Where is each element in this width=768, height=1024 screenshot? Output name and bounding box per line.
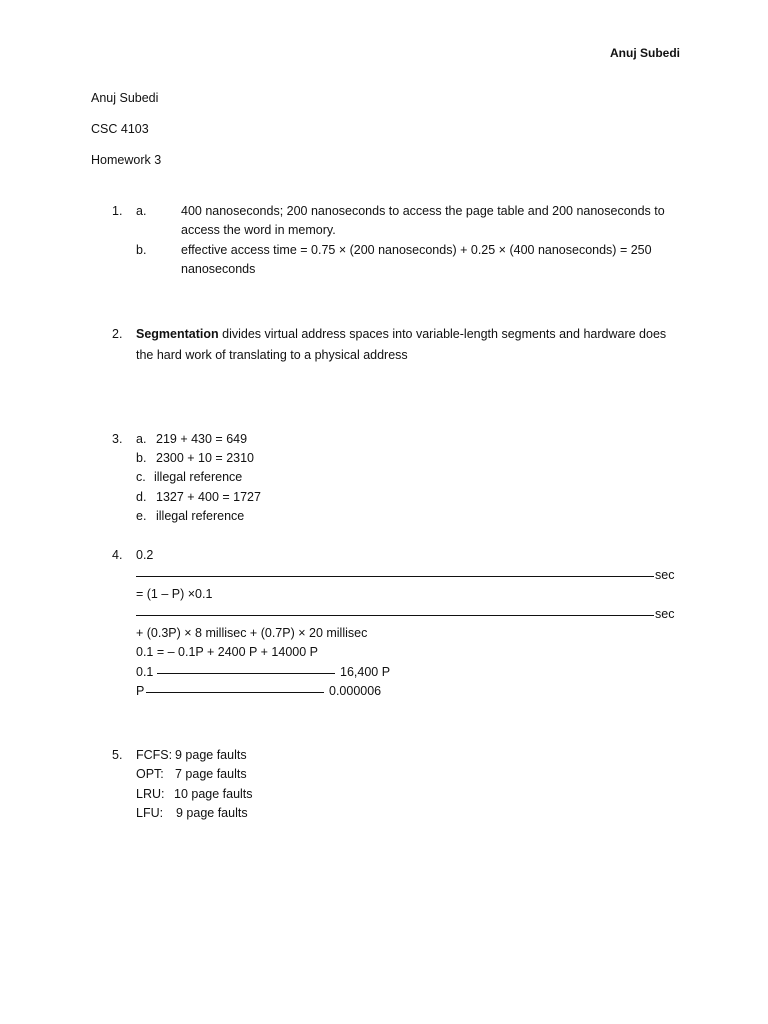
equation-line-6-left: P: [136, 684, 145, 698]
equation-line-6-right: 0.000006: [329, 684, 382, 698]
list-item-label: d.: [136, 490, 147, 504]
assignment-title: Homework 3: [91, 153, 162, 167]
list-item-label: b.: [136, 451, 147, 465]
list-item-label: c.: [136, 470, 146, 484]
equation-line-5-right: 16,400 P: [340, 665, 391, 679]
fraction-rule: [146, 692, 324, 693]
question-2-text-2: hardware does: [583, 327, 667, 341]
question-2-text-1: divides virtual address spaces into variable-length segments and: [218, 327, 584, 341]
list-item: 219 + 430 = 649: [156, 432, 248, 446]
equation-line-2: = (1 – P) ×0.1: [136, 587, 213, 601]
question-number: 5.: [112, 748, 123, 762]
question-number: 1.: [112, 204, 123, 218]
running-header-author: Anuj Subedi: [610, 46, 680, 60]
page-faults-value: 9 page faults: [176, 806, 248, 820]
answer-a-line-2: access the word in memory.: [181, 223, 336, 237]
answer-b-label: b.: [136, 243, 147, 257]
algorithm-label: LRU:: [136, 787, 165, 801]
page-faults-value: 10 page faults: [174, 787, 253, 801]
term-segmentation: Segmentation: [136, 327, 219, 341]
question-number: 3.: [112, 432, 123, 446]
course-code: CSC 4103: [91, 122, 149, 136]
fraction-rule: [136, 576, 654, 577]
equation-line-1: 0.2: [136, 548, 154, 562]
algorithm-label: OPT:: [136, 767, 164, 781]
fraction-rule: [136, 615, 654, 616]
equation-line-4: 0.1 = – 0.1P + 2400 P + 14000 P: [136, 645, 318, 659]
student-name: Anuj Subedi: [91, 91, 159, 105]
answer-a-label: a.: [136, 204, 147, 218]
answer-a-line-1: 400 nanoseconds; 200 nanoseconds to access the page table and 200 nanoseconds to: [181, 204, 665, 218]
algorithm-label: FCFS:: [136, 748, 173, 762]
equation-line-3: + (0.3P) × 8 millisec + (0.7P) × 20 millisec: [136, 626, 368, 640]
answer-b-line-2: nanoseconds: [181, 262, 256, 276]
answer-b-line-1: effective access time = 0.75 × (200 nanoseconds) + 0.25 × (400 nanoseconds) = 250: [181, 243, 652, 257]
page-faults-value: 9 page faults: [175, 748, 247, 762]
list-item: illegal reference: [154, 470, 243, 484]
list-item: 2300 + 10 = 2310: [156, 451, 255, 465]
list-item-label: a.: [136, 432, 147, 446]
algorithm-label: LFU:: [136, 806, 164, 820]
list-item: illegal reference: [156, 509, 245, 523]
question-2-line-1: [136, 327, 666, 341]
list-item: 1327 + 400 = 1727: [156, 490, 261, 504]
question-number: 4.: [112, 548, 123, 562]
equation-line-5-left: 0.1: [136, 665, 154, 679]
unit-label: sec: [655, 568, 675, 582]
list-item-label: e.: [136, 509, 147, 523]
question-number: 2.: [112, 327, 123, 341]
unit-label: sec: [655, 607, 675, 621]
question-2-line-2: the hard work of translating to a physical address: [136, 348, 408, 362]
fraction-rule: [157, 673, 335, 674]
page-faults-value: 7 page faults: [175, 767, 247, 781]
